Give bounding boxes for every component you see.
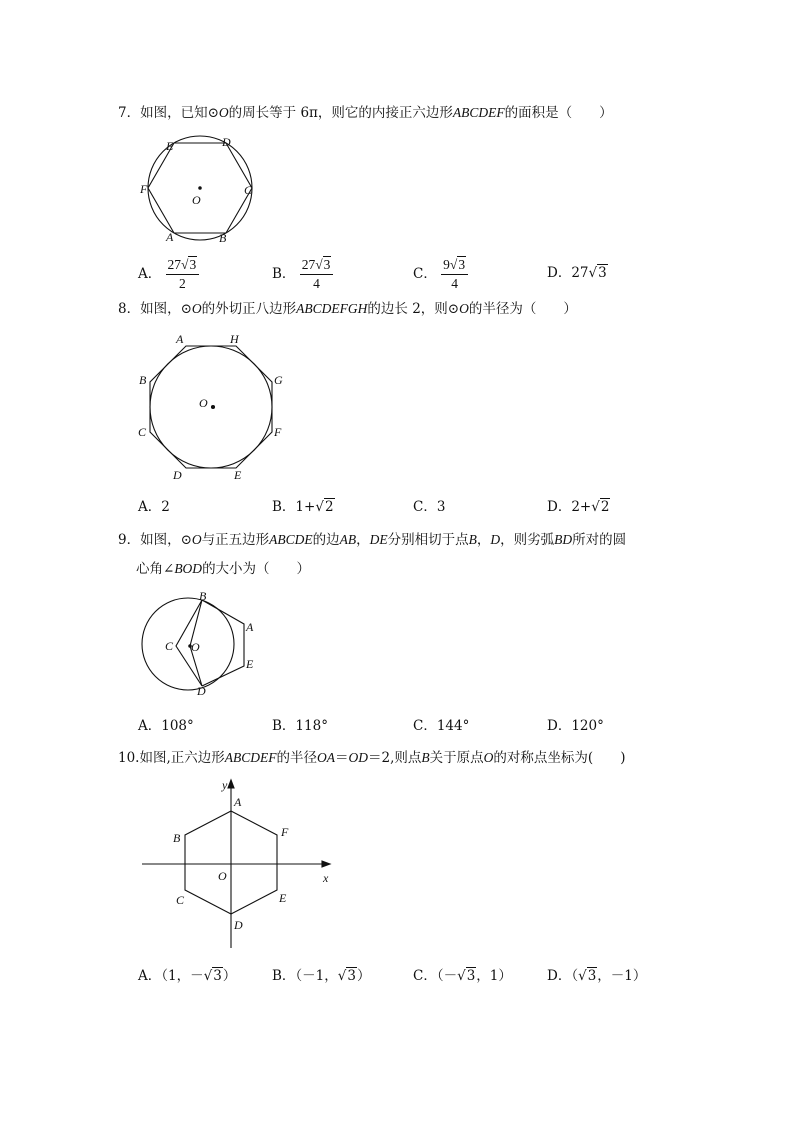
q8-option-d[interactable]: D．2+√2 [547,499,610,515]
q8-option-c[interactable]: C．3 [413,499,446,515]
q8-option-a[interactable]: A．2 [138,499,170,515]
q8-label-h: H [230,332,239,346]
q9-label-e: E [246,657,254,671]
q10-label-x: x [323,871,329,885]
q7-label-b: B [219,231,227,245]
q7-option-c[interactable]: C． $\frac{9√3}{4}$ [413,256,468,293]
q10-label-y: y [222,778,228,792]
q8-label-d: D [173,468,182,482]
question-9-stem-line2: 心角∠BOD的大小为（ ） [136,561,311,577]
q8-label-g: G [274,373,283,387]
q10-y-arrow [228,780,234,788]
question-8-stem: 8．如图，⊙O的外切正八边形ABCDEFGH的边长 2，则⊙O的半径为（ ） [118,301,577,317]
q10-label-a: A [234,795,242,809]
q7-option-a[interactable]: A． $\frac{27√3}{2}$ [138,256,199,293]
q9-circle [142,598,234,690]
q9-option-b[interactable]: B．118° [272,718,328,734]
q9-label-a: A [246,620,254,634]
q8-center-dot [212,406,215,409]
q9-option-d[interactable]: D．120° [547,718,604,734]
q7-option-b[interactable]: B． $\frac{27√3}{4}$ [272,256,333,293]
q8-label-e: E [234,468,242,482]
q10-option-c[interactable]: C．（－√3，1） [413,968,512,984]
q10-option-b[interactable]: B．（－1，√3） [272,968,371,984]
question-10-stem: 10.如图,正六边形ABCDEF的半径OA＝OD＝2,则点B关于原点O的对称点坐标为( ) [118,750,626,766]
q9-option-a[interactable]: A．108° [138,718,194,734]
q7-label-d: D [222,135,231,149]
q10-label-o: O [218,869,227,883]
q9-label-c: C [165,639,174,653]
q7-label-c: C [244,183,253,197]
q10-x-arrow [322,861,330,867]
q10-label-c: C [176,893,185,907]
q10-option-a[interactable]: A．（1，－√3） [138,968,237,984]
q10-label-e: E [279,891,287,905]
q8-label-a: A [176,332,184,346]
q7-label-f: F [140,182,148,196]
q9-option-c[interactable]: C．144° [413,718,470,734]
q7-figure [138,130,263,245]
q9-label-d: D [197,684,206,698]
question-9-stem-line1: 9．如图，⊙O与正五边形ABCDE的边AB，DE分别相切于点B，D，则劣弧BD所对的圆 [118,532,627,548]
q7-label-e: E [166,139,174,153]
q8-label-f: F [274,425,282,439]
q10-label-d: D [234,918,243,932]
q10-option-d[interactable]: D．（√3，－1） [547,968,647,984]
q7-label-o: O [192,193,201,207]
q9-label-o: O [191,640,200,654]
question-7-stem: 7．如图，已知⊙O的周长等于 6π，则它的内接正六边形ABCDEF的面积是（ ） [118,105,613,121]
q8-label-b: B [139,373,147,387]
q9-figure [136,588,266,700]
q10-label-f: F [281,825,289,839]
q8-option-b[interactable]: B．1+√2 [272,499,334,515]
q7-center-dot [199,187,201,189]
q10-figure [138,774,338,954]
q7-option-d[interactable]: D．27√3 [547,265,607,281]
q9-label-b: B [199,589,207,603]
q8-figure [136,330,291,485]
q8-label-c: C [138,425,147,439]
q7-label-a: A [166,230,174,244]
q10-label-b: B [173,831,181,845]
q8-label-o: O [199,396,208,410]
